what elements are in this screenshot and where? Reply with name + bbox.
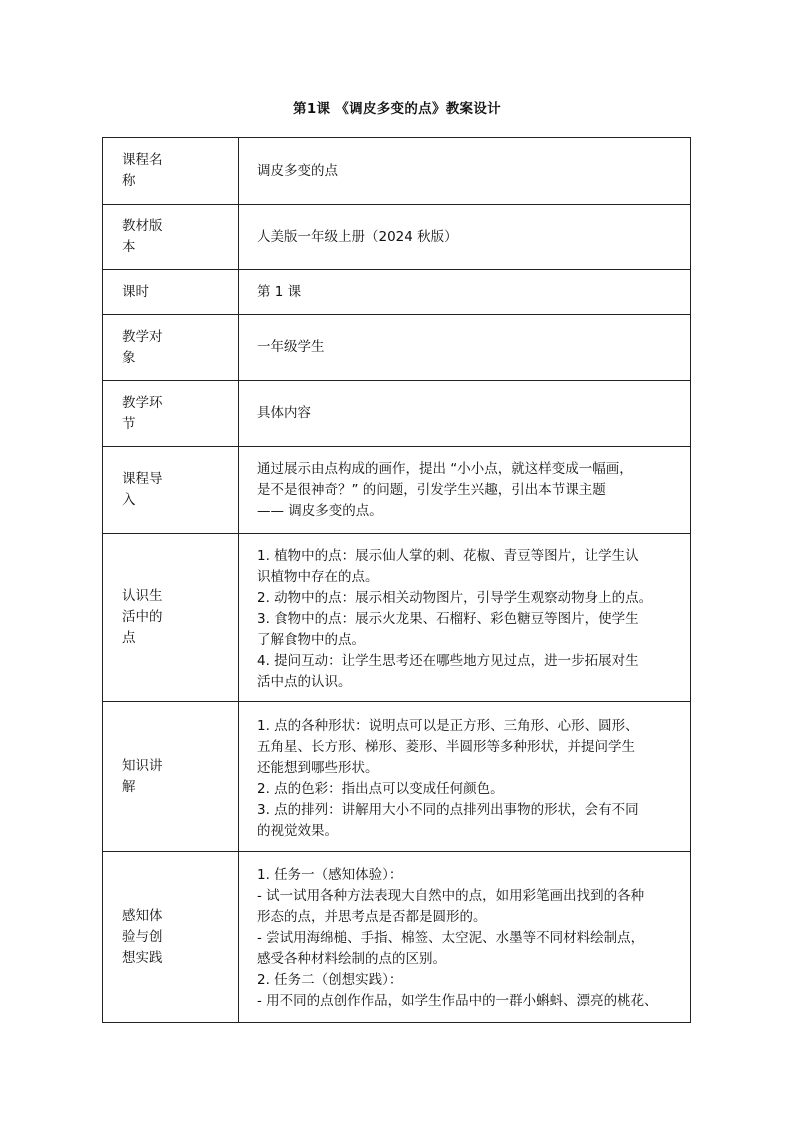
row-content — [239, 702, 691, 852]
table-row — [103, 205, 691, 270]
table-row — [103, 315, 691, 381]
label-line: 知识讲 — [122, 757, 163, 774]
table-row — [103, 447, 691, 534]
content-line: 感受各种材料绘制的点的区别。 — [257, 951, 446, 967]
content-line: 一年级学生 — [257, 339, 325, 355]
content-line: 3. 食物中的点：展示火龙果、石榴籽、彩色糖豆等图片，使学生 — [257, 611, 639, 627]
label-line: 本 — [122, 239, 136, 255]
row-label — [103, 702, 239, 852]
content-line: - 试一试用各种方法表现大自然中的点，如用彩笔画出找到的各种 — [257, 888, 645, 904]
label-line: 想实践 — [122, 949, 163, 966]
row-content — [239, 534, 691, 702]
content-line: 具体内容 — [257, 405, 311, 421]
content-line: 4. 提问互动：让学生思考还在哪些地方见过点，进一步拓展对生 — [257, 653, 639, 669]
table-row — [103, 138, 691, 205]
label-line: 象 — [122, 349, 136, 366]
label-line: 点 — [122, 630, 136, 646]
content-line: - 用不同的点创作作品，如学生作品中的一群小蝌蚪、漂亮的桃花、 — [257, 993, 658, 1009]
row-label — [103, 138, 239, 205]
row-content — [239, 852, 691, 1023]
content-line: 2. 点的色彩：指出点可以变成任何颜色。 — [257, 780, 504, 797]
content-line: 1. 植物中的点：展示仙人掌的刺、花椒、青豆等图片，让学生认 — [257, 548, 639, 564]
label-line: 课时 — [122, 283, 149, 300]
content-line: 1. 任务一（感知体验）： — [257, 867, 403, 883]
content-line: 调皮多变的点 — [257, 162, 338, 179]
row-label — [103, 381, 239, 447]
content-line: 了解食物中的点。 — [257, 632, 365, 648]
row-content — [239, 138, 691, 205]
label-line: 教学环 — [122, 394, 163, 411]
label-line: 称 — [122, 173, 136, 189]
table-row — [103, 702, 691, 852]
label-line: 课程名 — [122, 152, 163, 168]
label-line: 活中的 — [122, 609, 163, 625]
row-label — [103, 852, 239, 1023]
label-line: 认识生 — [122, 588, 163, 604]
label-line: 节 — [122, 415, 136, 432]
table-row — [103, 270, 691, 315]
table-row — [103, 852, 691, 1023]
row-content — [239, 381, 691, 447]
label-line: 验与创 — [122, 928, 163, 945]
content-line: 还能想到哪些形状。 — [257, 759, 379, 776]
label-line: 入 — [122, 492, 136, 508]
content-line: 是不是很神奇？” 的问题，引发学生兴趣，引出本节课主题 — [257, 481, 606, 498]
page-title: 第1课 《调皮多变的点》教案设计 — [293, 101, 501, 117]
content-line: 识植物中存在的点。 — [257, 569, 379, 585]
content-line: 人美版一年级上册（2024 秋版） — [257, 228, 458, 245]
row-label — [103, 447, 239, 534]
row-label — [103, 270, 239, 315]
content-line: 2. 动物中的点：展示相关动物图片，引导学生观察动物身上的点。 — [257, 590, 653, 606]
content-line: 五角星、长方形、梯形、菱形、半圆形等多种形状，并提问学生 — [257, 738, 635, 755]
content-line: 通过展示由点构成的画作，提出 “小小点，就这样变成一幅画， — [257, 460, 633, 477]
row-label — [103, 315, 239, 381]
label-line: 解 — [122, 778, 136, 795]
content-line: —— 调皮多变的点。 — [257, 502, 383, 519]
table-row — [103, 534, 691, 702]
content-line: 形态的点，并思考点是否都是圆形的。 — [257, 909, 487, 925]
label-line: 课程导 — [122, 471, 163, 487]
content-line: 2. 任务二（创想实践）： — [257, 972, 403, 988]
label-line: 感知体 — [122, 907, 163, 924]
content-line: - 尝试用海绵槌、手指、棉签、太空泥、水墨等不同材料绘制点， — [257, 930, 645, 946]
label-line: 教学对 — [122, 328, 163, 345]
content-line: 活中点的认识。 — [257, 674, 352, 690]
content-line: 的视觉效果。 — [257, 822, 338, 839]
row-content — [239, 315, 691, 381]
row-content — [239, 205, 691, 270]
content-line: 3. 点的排列：讲解用大小不同的点排列出事物的形状，会有不同 — [257, 801, 639, 818]
content-line: 第 1 课 — [257, 283, 302, 300]
lesson-plan-table — [102, 137, 691, 1023]
row-content — [239, 270, 691, 315]
table-row — [103, 381, 691, 447]
label-line: 教材版 — [122, 218, 163, 234]
row-content — [239, 447, 691, 534]
row-label — [103, 534, 239, 702]
row-label — [103, 205, 239, 270]
content-line: 1. 点的各种形状：说明点可以是正方形、三角形、心形、圆形、 — [257, 717, 639, 734]
